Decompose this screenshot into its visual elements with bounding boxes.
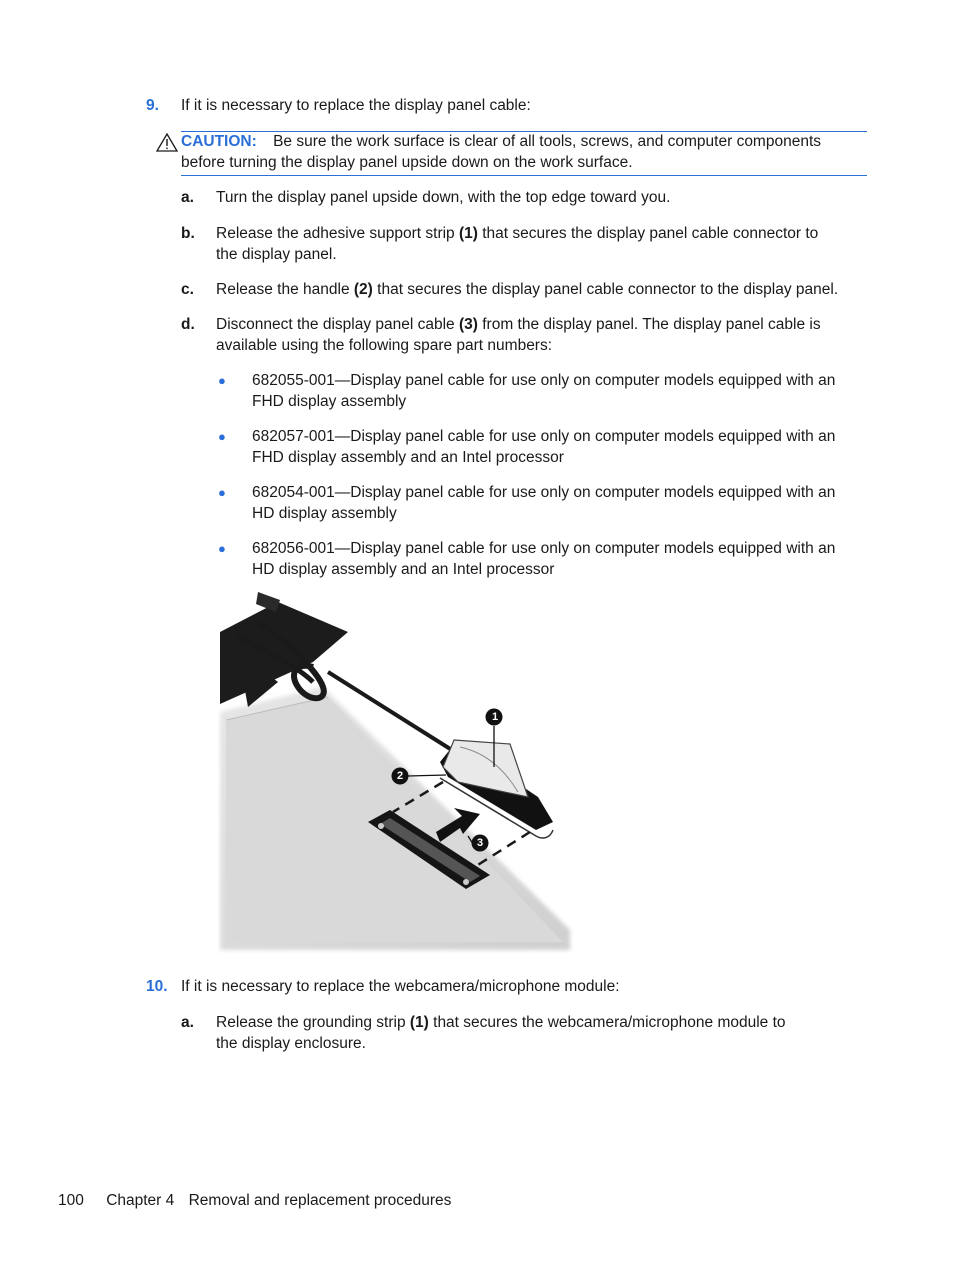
text-fragment: Disconnect the display panel cable xyxy=(216,316,459,333)
bullet-icon: ● xyxy=(218,373,226,388)
callout-ref: (2) xyxy=(353,281,373,298)
list-item xyxy=(252,538,872,580)
bullet-icon: ● xyxy=(218,429,226,444)
caution-text-line2: before turning the display panel upside down on the work surface. xyxy=(181,154,633,171)
callout-ref: (3) xyxy=(458,316,478,333)
page-footer xyxy=(58,1190,451,1211)
substep-a-text: Turn the display panel upside down, with the top edge toward you. xyxy=(216,189,671,206)
text-fragment: FHD display assembly and an Intel processor xyxy=(252,449,564,466)
substep-c-text xyxy=(216,279,876,300)
list-item xyxy=(252,426,872,468)
page-number: 100 xyxy=(58,1192,84,1209)
caution-label: CAUTION: xyxy=(181,133,257,150)
list-item xyxy=(252,482,872,524)
bullet-icon: ● xyxy=(218,541,226,556)
callout-ref: (1) xyxy=(409,1014,429,1031)
text-fragment: from the display panel. The display panel cable is xyxy=(477,316,821,333)
callout-3-label: 3 xyxy=(476,837,484,849)
text-fragment: Release the handle xyxy=(216,281,354,298)
substep-b-text xyxy=(216,223,866,265)
caution-text-line1: Be sure the work surface is clear of all tools, screws, and computer components xyxy=(273,133,822,150)
step-10-number: 10. xyxy=(146,978,168,995)
text-fragment: HD display assembly xyxy=(252,505,397,522)
step-9-number: 9. xyxy=(146,97,159,114)
list-item xyxy=(252,370,872,412)
text-fragment: FHD display assembly xyxy=(252,393,407,410)
text-fragment: available using the following spare part numbers: xyxy=(216,337,553,354)
text-fragment: that secures the display panel cable connector to xyxy=(477,225,819,242)
callout-ref: (1) xyxy=(458,225,478,242)
text-fragment: 682057-001—Display panel cable for use only on computer models equipped with an xyxy=(252,428,836,445)
text-fragment: the display enclosure. xyxy=(216,1035,366,1052)
text-fragment: that secures the display panel cable connector to the display panel. xyxy=(372,281,839,298)
substep-letter: b. xyxy=(181,225,195,242)
text-fragment: the display panel. xyxy=(216,246,337,263)
text-fragment: 682054-001—Display panel cable for use only on computer models equipped with an xyxy=(252,484,836,501)
substep-10a-text xyxy=(216,1012,866,1054)
text-fragment: 682056-001—Display panel cable for use only on computer models equipped with an xyxy=(252,540,836,557)
footer-chapter: Chapter 4 xyxy=(106,1192,175,1209)
step-10-text: If it is necessary to replace the webcamera/microphone module: xyxy=(181,978,620,995)
substep-letter: a. xyxy=(181,189,194,206)
substep-letter: c. xyxy=(181,281,194,298)
text-fragment: Release the adhesive support strip xyxy=(216,225,459,242)
substep-d-text xyxy=(216,314,866,356)
substep-letter: a. xyxy=(181,1014,194,1031)
text-fragment: Release the grounding strip xyxy=(216,1014,410,1031)
callout-1-label: 1 xyxy=(491,711,499,723)
caution-warning-icon xyxy=(156,133,178,152)
text-fragment: 682055-001—Display panel cable for use only on computer models equipped with an xyxy=(252,372,836,389)
bullet-icon: ● xyxy=(218,485,226,500)
text-fragment: HD display assembly and an Intel processor xyxy=(252,561,555,578)
caution-content xyxy=(181,131,867,173)
substep-letter: d. xyxy=(181,316,195,333)
footer-chapter-title: Removal and replacement procedures xyxy=(188,1192,452,1209)
step-9-text: If it is necessary to replace the display panel cable: xyxy=(181,97,531,114)
callout-2-label: 2 xyxy=(396,770,404,782)
text-fragment: that secures the webcamera/microphone module to xyxy=(428,1014,786,1031)
